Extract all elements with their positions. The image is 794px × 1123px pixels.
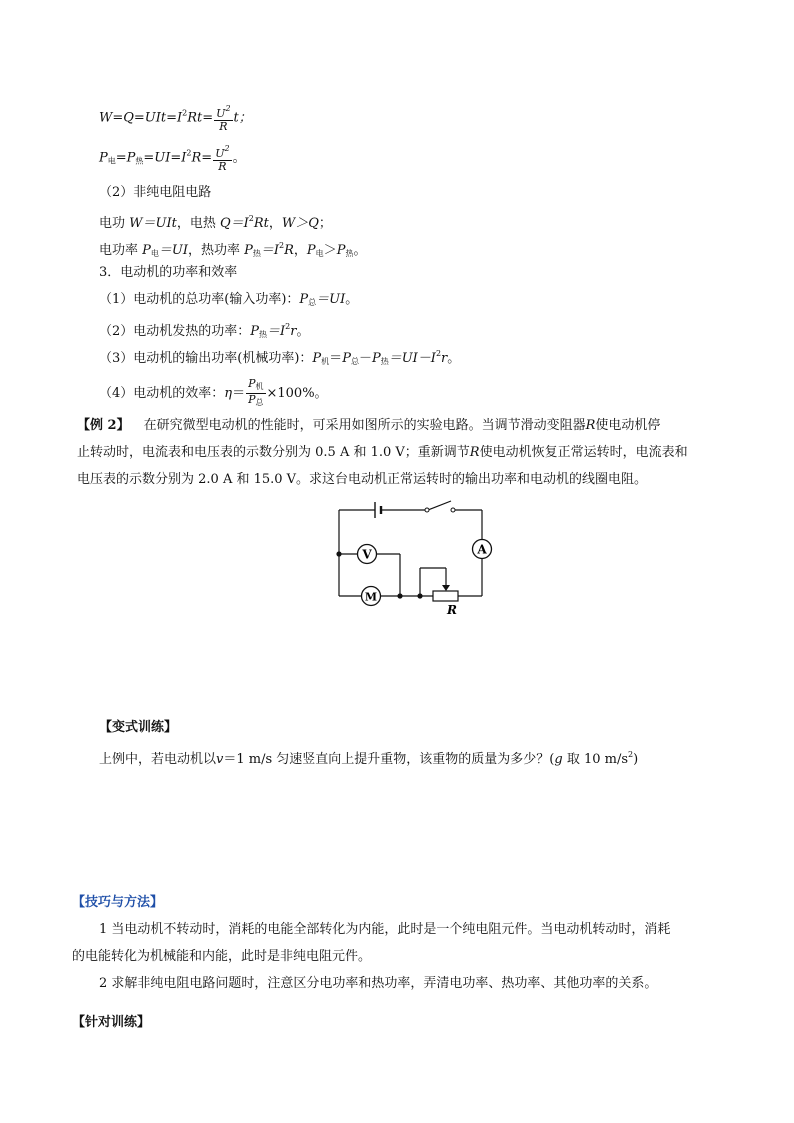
section-heading: 3．电动机的功率和效率 <box>99 265 238 280</box>
motor-heat-power: （2）电动机发热的功率：$P_热=I^2r$。 <box>99 322 310 339</box>
formula-text: R <box>469 445 480 460</box>
subscript: 机 <box>321 357 330 366</box>
motor-efficiency <box>99 378 328 409</box>
subscript: 总 <box>350 357 359 366</box>
formula-text: ＝I <box>260 243 280 258</box>
variant-label: 【变式训练】 <box>99 720 178 735</box>
frac-num: U <box>216 107 226 120</box>
formula-text: P <box>342 351 351 366</box>
tips-label: 【技巧与方法】 <box>72 895 164 910</box>
text: 使电动机停 <box>595 418 661 433</box>
text: ，电热 <box>176 216 220 231</box>
text: ； <box>318 216 332 231</box>
switch-blade <box>428 501 451 510</box>
text: 。 <box>345 292 359 307</box>
text: ＞ <box>323 243 337 258</box>
formula-text: g <box>554 752 563 767</box>
frac-num: U <box>215 147 225 160</box>
subscript: 热 <box>259 330 268 339</box>
motor-label: M <box>364 590 378 604</box>
switch-contact <box>451 508 455 512</box>
formula-text: η <box>224 386 233 401</box>
example-line-2 <box>77 443 688 463</box>
formula-text: P <box>299 292 309 307</box>
fraction: $\frac{U^2}{R}$ <box>216 104 231 133</box>
variant-question <box>99 745 638 770</box>
formula-text: P <box>250 324 260 339</box>
text: （4）电动机的效率： <box>99 386 225 401</box>
formula-text: W=Q=UIt=I <box>99 110 183 126</box>
formula-text: P <box>306 243 316 258</box>
junction-dot <box>397 593 402 598</box>
formula-text: P <box>336 243 346 258</box>
text: 电功 <box>99 216 130 231</box>
formula-text: P <box>244 243 253 258</box>
subscript: 热 <box>345 249 354 258</box>
circuit-diagram <box>325 497 505 619</box>
formula-text: Rt <box>253 216 269 231</box>
text: ， <box>268 216 282 231</box>
tips-p1-line2: 的电能转化为机械能和内能，此时是非纯电阻元件。 <box>72 949 372 964</box>
text: 。 <box>447 351 461 366</box>
text: ) <box>633 752 639 767</box>
formula-text: ＝UI <box>158 243 188 258</box>
text: （1）电动机的总功率(输入功率)： <box>99 292 300 307</box>
junction-dot <box>417 593 422 598</box>
voltmeter-label: V <box>362 547 372 562</box>
formula-text: =UI=I <box>143 150 187 166</box>
text: ， <box>293 243 307 258</box>
text: ＝ <box>232 386 246 401</box>
text: － <box>358 351 372 366</box>
slider-arrow <box>442 585 450 591</box>
text: ×100%。 <box>266 386 328 401</box>
example-label: 【例 2】 <box>77 418 130 433</box>
subscript: 热 <box>252 249 261 258</box>
formula-pure-work: $W=Q=UIt=I^2Rt=$ $\frac{U^2}{R}$ t； <box>99 104 252 133</box>
subscript: 电 <box>107 156 116 166</box>
formula-text: W＝UIt <box>129 216 177 231</box>
text: 取 10 m/s <box>562 752 629 767</box>
non-pure-power-line: 电功率 $P_电=UI$，热功率 $P_热=I^2R$，$P_电>P_热$。 <box>99 241 367 258</box>
superscript: 2 <box>628 750 634 759</box>
text: ＝ <box>329 351 343 366</box>
resistor-label: R <box>447 603 457 617</box>
section-heading: （2）非纯电阻电路 <box>99 185 212 200</box>
fraction <box>246 378 265 409</box>
text: ，热功率 <box>187 243 245 258</box>
text: ＝1 m/s 匀速竖直向上提升重物，该重物的质量为多少？( <box>223 752 555 767</box>
resistor <box>433 591 458 601</box>
formula-text: P <box>312 351 322 366</box>
text: 电功率 <box>99 243 143 258</box>
formula-text: r <box>290 324 297 339</box>
targeted-training-label: 【针对训练】 <box>72 1015 151 1030</box>
subscript: 热 <box>135 156 144 166</box>
subscript: 总 <box>308 298 317 307</box>
subscript: 热 <box>380 357 389 366</box>
formula-text: R <box>585 418 596 433</box>
frac-num: P <box>248 377 256 390</box>
text: （3）电动机的输出功率(机械功率)： <box>99 351 313 366</box>
formula-text: t； <box>233 110 252 126</box>
frac-den: R <box>214 120 232 133</box>
fraction: $\frac{U^2}{R}$ <box>215 144 230 173</box>
text: 止转动时，电流表和电压表的示数分别为 0.5 A 和 1.0 V；重新调节 <box>77 445 470 460</box>
non-pure-work-line: 电功 W＝UIt，电热 $Q=I^2Rt$，W＞Q； <box>99 214 332 231</box>
formula-pure-power: $P_电=P_热=UI=I^2R=$ $\frac{U^2}{R}$ 。 <box>99 144 246 173</box>
frac-den: P <box>248 393 256 406</box>
formula-text: 。 <box>232 150 246 166</box>
formula-text: R <box>284 243 294 258</box>
formula-text: P <box>142 243 151 258</box>
formula-text: W＞Q <box>281 216 319 231</box>
formula-text: Rt= <box>187 110 214 126</box>
text: 上例中，若电动机以 <box>99 752 217 767</box>
formula-text: Q＝I <box>219 216 249 231</box>
frac-den: R <box>213 160 231 173</box>
subscript: 电 <box>150 249 159 258</box>
formula-text: P <box>371 351 381 366</box>
subscript: 机 <box>255 382 264 391</box>
text: 。 <box>296 324 310 339</box>
formula-text: v <box>216 752 224 767</box>
subscript: 电 <box>315 249 324 258</box>
text: （2）电动机发热的功率： <box>99 324 251 339</box>
text: 使电动机恢复正常运转时，电流表和 <box>479 445 688 460</box>
formula-text: ＝UI <box>316 292 346 307</box>
formula-text: P <box>99 150 108 166</box>
subscript: 总 <box>255 398 264 407</box>
formula-text: R= <box>191 150 213 166</box>
tips-p2: 2 求解非纯电阻电路问题时，注意区分电功率和热功率，弄清电功率、热功率、其他功率的关系。 <box>99 976 658 991</box>
text: 在研究微型电动机的性能时，可采用如图所示的实验电路。当调节滑动变阻器 <box>143 418 586 433</box>
text: 。 <box>353 243 367 258</box>
formula-text: r <box>441 351 448 366</box>
motor-total-power <box>99 290 358 313</box>
example-line-1 <box>77 416 660 436</box>
example-line-3: 电压表的示数分别为 2.0 A 和 15.0 V。求这台电动机正常运转时的输出功率和电动机的线圈电阻。 <box>77 472 648 487</box>
formula-text: =P <box>115 150 136 166</box>
motor-output-power: （3）电动机的输出功率(机械功率)：$P_机=P_总-P_热=UI-I^2r$。 <box>99 349 461 366</box>
ammeter-label: A <box>477 542 487 557</box>
tips-p1-line1: 1 当电动机不转动时，消耗的电能全部转化为内能，此时是一个纯电阻元件。当电动机转动时，消耗 <box>99 922 671 937</box>
formula-text: ＝UI－I <box>388 351 436 366</box>
junction-dot <box>336 551 341 556</box>
formula-text: ＝I <box>267 324 286 339</box>
switch-contact <box>425 508 429 512</box>
